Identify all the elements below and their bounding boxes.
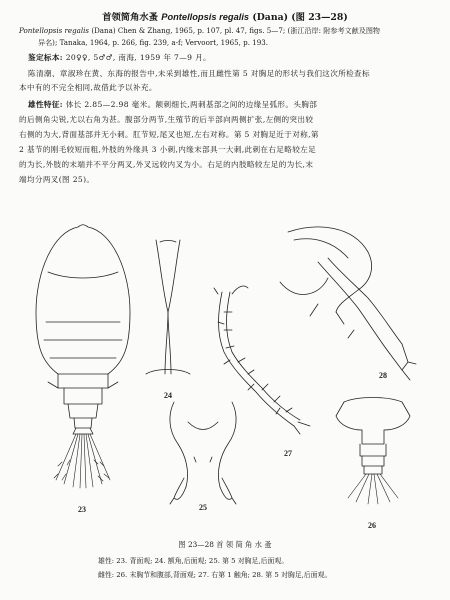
male-features-line-4: 2 基节的刚毛较短而粗,外肢的外缘具 3 小刺,内缘末部具一大刺,此刺在右足略较左足 [19, 145, 317, 154]
male-features-line-2: 的后侧角尖锐,尤以右角为甚。腹部分两节,生殖节的后半部向两侧扩张,左侧的突出较 [19, 115, 314, 124]
figure-legend-female: 雌性: 26. 末胸节和腹部,背面观; 27. 右第 1 触角; 28. 第 5 对胸足,后面观。 [98, 571, 332, 579]
figure-24-label: 24 [164, 391, 172, 400]
male-features-text-1: 体长 2.85—2.98 毫米。额刺细长,两刺基部之间的边缘呈弧形。头胸部 [65, 100, 318, 109]
figure-legend-male: 雄性: 23. 背面观; 24. 额角,后面观; 25. 第 5 对胸足,后面观。 [98, 557, 289, 565]
male-features-line-3: 右侧的为大,背面基部并无小刺。肛节短,尾叉也短,左右对称。第 5 对胸足近于对称,第 [19, 130, 319, 139]
synonymy-species: Pontellopsis regalis [19, 26, 90, 35]
species-chinese-name: 首领简角水蚤 [102, 12, 158, 23]
synonymy-text-1: (Dana) Chen & Zhang, 1965, p. 107, pl. 47, figs. 5—7; (浙江沿岸: 附参考文献及图物 [91, 26, 381, 35]
figure-28-fifth-legs [280, 227, 416, 380]
male-features-line-6: 端均分两叉(图 25)。 [19, 175, 95, 184]
figure-plate [18, 212, 438, 532]
figure-26-label: 26 [368, 521, 376, 530]
male-features-label: 雄性特征: [28, 100, 63, 109]
figure-23-label: 23 [78, 505, 86, 514]
figure-27-label: 27 [284, 449, 292, 458]
species-author: (Dana) [252, 12, 289, 23]
specimen-label: 鉴定标本: [28, 53, 63, 62]
figure-24-rostrum [146, 240, 190, 374]
figure-25-label: 25 [199, 503, 207, 512]
specimen-text: 20♀♀, 5♂♂, 南海, 1959 年 7—9 月。 [65, 53, 211, 62]
figure-26-urosome [336, 398, 410, 505]
male-features-line-5: 的为长,外肢的末端并不平分两叉,外叉远较内叉为小。右足的内肢略较左足的为长,末 [19, 160, 314, 169]
remarks-line-2: 本中有的不完全相同,故借此予以补充。 [19, 83, 157, 92]
figure-25-fifth-legs [170, 402, 236, 504]
figure-caption: 图 23—28 首 领 简 角 水 蚤 [178, 540, 272, 549]
figure-reference: (图 23—28) [291, 12, 348, 23]
synonymy-line-1 [19, 26, 380, 36]
remarks-line-1: 陈清潮、章淑珍在黄、东海的报告中,未采到雄性,而且雌性第 5 对胸足的形状与我们这次所检查标 [28, 69, 370, 78]
male-features-line-1 [28, 99, 317, 110]
figure-27-antennule [214, 286, 310, 434]
figure-28-label: 28 [379, 371, 387, 380]
species-latin-name: Pontellopsis regalis [161, 12, 250, 22]
specimen-line [28, 52, 211, 63]
figure-23-dorsal-view [36, 225, 130, 488]
page-title [0, 9, 450, 23]
synonymy-line-2: 异名); Tanaka, 1964, p. 266, fig. 239, a-f; Vervoort, 1965, p. 193. [38, 38, 269, 47]
